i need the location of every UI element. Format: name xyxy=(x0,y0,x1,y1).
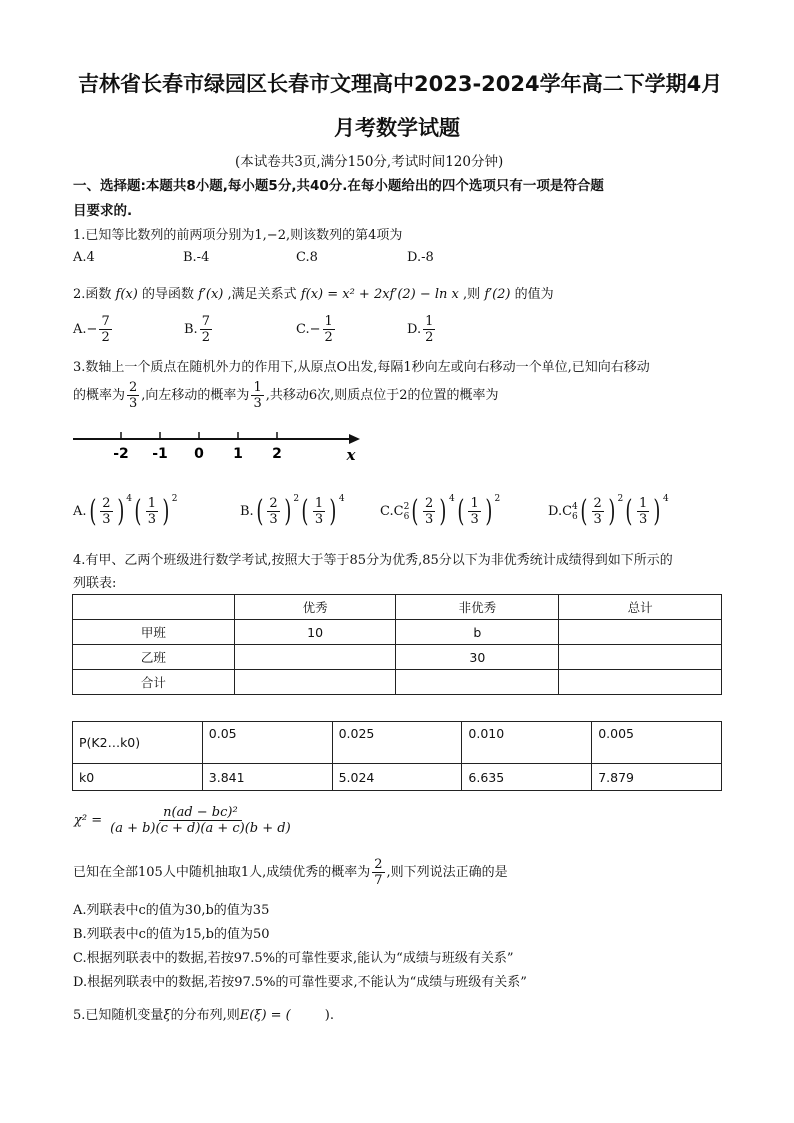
exponent: 4 xyxy=(662,494,669,504)
q2-option-a-label: A. xyxy=(73,322,87,337)
combination-indices xyxy=(572,502,578,522)
q3-line2-b: ,向左移动的概率为 xyxy=(141,388,250,403)
q2-option-b-num: 7 xyxy=(201,314,210,329)
table-cell: k0 xyxy=(73,764,203,791)
frac-num: 2 xyxy=(425,496,434,511)
table-cell: 合计 xyxy=(73,670,235,695)
frac-one-third xyxy=(146,496,158,527)
q3-p-left-num: 1 xyxy=(253,380,262,395)
table-row xyxy=(73,722,722,764)
table-cell xyxy=(234,645,396,670)
frac-one-third xyxy=(468,496,480,527)
q1-option-d: D.-8 xyxy=(407,250,434,265)
table-cell: 10 xyxy=(234,620,396,645)
q2-stem-c: ,满足关系式 xyxy=(227,287,297,302)
frac-den: 3 xyxy=(269,512,278,527)
q3-option-c: C. C 2 6 ( $\frac{2}{3}$ ) 4 ( $\frac{1}{3}$ ) 2 xyxy=(380,494,501,529)
q3-line2 xyxy=(73,380,499,411)
comb-sup: 2 xyxy=(403,501,410,512)
q3-option-b-label: B. xyxy=(240,504,254,519)
q4-option-c: C.根据列联表中的数据,若按97.5%的可靠性要求,能认为“成绩与班级有关系” xyxy=(73,951,514,966)
table-row xyxy=(73,620,722,645)
table-cell xyxy=(234,670,396,695)
comb-sub: 6 xyxy=(403,511,410,522)
frac-num: 1 xyxy=(147,496,156,511)
formula-denominator: (a + b)(c + d)(a + c)(b + d) xyxy=(110,821,291,836)
comb-sup: 4 xyxy=(572,501,578,512)
q2-option-c-den: 2 xyxy=(324,330,333,345)
q4-cond-num: 2 xyxy=(374,857,383,872)
q3-line2-c: ,共移动6次,则质点位于2的位置的概率为 xyxy=(265,388,499,403)
q5-stem xyxy=(73,1004,334,1023)
q2-stem-d: ,则 xyxy=(463,287,481,302)
q3-p-right xyxy=(127,380,139,411)
table-cell: 0.005 xyxy=(592,722,722,764)
q2-option-a-num: 7 xyxy=(101,314,110,329)
number-line-arrow xyxy=(349,434,360,444)
frac-den: 3 xyxy=(470,512,479,527)
table-cell: 非优秀 xyxy=(396,595,559,620)
exam-subtitle: (本试卷共3页,满分150分,考试时间120分钟) xyxy=(235,154,504,170)
q2-option-b-label: B. xyxy=(184,322,198,337)
formula-numerator: n(ad − bc)² xyxy=(159,805,242,821)
table-cell: P(K2…k0) xyxy=(73,722,203,764)
table-cell: 3.841 xyxy=(202,764,332,791)
table-row xyxy=(73,764,722,791)
q2-option-b xyxy=(184,314,214,345)
combination-indices xyxy=(404,502,410,522)
q5-stem-c: ). xyxy=(324,1008,334,1023)
contingency-table xyxy=(72,594,722,695)
q3-option-a: A. ( $\frac{2}{3}$ ) 4 ( $\frac{1}{3}$ ) 2 xyxy=(73,494,178,529)
q4-condition-a: 已知在全部105人中随机抽取1人,成绩优秀的概率为 xyxy=(73,865,371,880)
q2-equation: f(x) = x² + 2xf′(2) − ln x xyxy=(300,287,459,302)
table-cell xyxy=(559,670,722,695)
q4-option-a: A.列联表中c的值为30,b的值为35 xyxy=(73,903,270,918)
table-row xyxy=(73,670,722,695)
table-cell xyxy=(396,670,559,695)
tick-label: -2 xyxy=(113,446,129,462)
q3-line2-a: 的概率为 xyxy=(73,388,126,403)
table-cell xyxy=(73,595,235,620)
q2-option-c-frac xyxy=(323,314,335,345)
table-row xyxy=(73,645,722,670)
q3-option-c-label: C. xyxy=(380,504,394,519)
q1-option-a: A.4 xyxy=(73,250,95,265)
exponent: 2 xyxy=(293,494,300,504)
tick-label: -1 xyxy=(152,446,168,462)
q2-option-a xyxy=(73,314,114,345)
q2-fp2: f′(2) xyxy=(484,287,511,302)
table-header-row xyxy=(73,595,722,620)
q2-option-d-frac xyxy=(423,314,435,345)
frac-num: 2 xyxy=(593,496,602,511)
q1-option-c: C.8 xyxy=(296,250,318,265)
table-cell: 0.025 xyxy=(332,722,462,764)
q4-line1: 4.有甲、乙两个班级进行数学考试,按照大于等于85分为优秀,85分以下为非优秀统计成绩得到如下所示的 xyxy=(73,553,673,568)
axis-variable-label: x xyxy=(346,446,356,464)
number-line-figure xyxy=(70,426,370,466)
frac-den: 3 xyxy=(102,512,111,527)
table-cell xyxy=(559,620,722,645)
q2-option-b-den: 2 xyxy=(201,330,210,345)
frac-den: 3 xyxy=(314,512,324,527)
frac-den: 3 xyxy=(425,512,434,527)
frac-two-thirds xyxy=(100,496,112,527)
q3-p-right-num: 2 xyxy=(129,380,138,395)
frac-den: 3 xyxy=(593,512,602,527)
exam-title-line2: 月考数学试题 xyxy=(334,116,460,140)
q2-stem-a: 2.函数 xyxy=(73,287,112,302)
q2-stem xyxy=(73,283,554,302)
q5-xi: ξ xyxy=(163,1008,171,1023)
q2-option-a-sign: − xyxy=(86,322,98,337)
q5-stem-a: 5.已知随机变量 xyxy=(73,1008,164,1023)
q2-option-d xyxy=(407,314,437,345)
frac-num: 1 xyxy=(470,496,479,511)
q2-fx: f(x) xyxy=(115,287,138,302)
tick-label: 0 xyxy=(194,446,204,462)
section-header-line1: 一、选择题:本题共8小题,每小题5分,共40分.在每小题给出的四个选项只有一项是符合题 xyxy=(73,178,604,194)
frac-one-third xyxy=(637,496,649,527)
q2-option-b-frac xyxy=(200,314,212,345)
frac-one-third xyxy=(313,496,325,527)
frac-num: 1 xyxy=(638,496,648,511)
frac-den: 3 xyxy=(147,512,156,527)
q4-line2: 列联表: xyxy=(73,576,117,591)
combination-symbol: C xyxy=(562,504,573,519)
q2-option-d-label: D. xyxy=(407,322,422,337)
q3-option-d-label: D. xyxy=(548,504,563,519)
table-cell: 6.635 xyxy=(462,764,592,791)
q3-p-right-den: 3 xyxy=(129,396,138,411)
table-cell: 总计 xyxy=(559,595,722,620)
q2-option-c-label: C. xyxy=(296,322,310,337)
table-cell: 7.879 xyxy=(592,764,722,791)
table-cell: 甲班 xyxy=(73,620,235,645)
q5-expectation: E(ξ) = ( xyxy=(239,1008,291,1023)
exponent: 2 xyxy=(494,494,501,504)
q3-p-left xyxy=(251,380,263,411)
q2-option-d-den: 2 xyxy=(425,330,434,345)
q3-line1: 3.数轴上一个质点在随机外力的作用下,从原点O出发,每隔1秒向左或向右移动一个单位,已知向右移动 xyxy=(73,360,650,375)
q1-stem: 1.已知等比数列的前两项分别为1,−2,则该数列的第4项为 xyxy=(73,228,403,243)
q2-option-a-frac xyxy=(99,314,111,345)
table-cell: 30 xyxy=(396,645,559,670)
comb-sub: 6 xyxy=(572,511,578,522)
q3-option-d: D. C 4 6 ( $\frac{2}{3}$ ) 2 ( $\frac{1}{3}$ ) 4 xyxy=(548,494,669,529)
q5-stem-b: 的分布列,则 xyxy=(170,1008,240,1023)
table-cell: 优秀 xyxy=(234,595,396,620)
frac-two-thirds xyxy=(267,496,279,527)
section-header-line2: 目要求的. xyxy=(73,203,133,219)
frac-den: 3 xyxy=(638,512,648,527)
frac-two-thirds xyxy=(423,496,435,527)
q1-option-b: B.-4 xyxy=(183,250,210,265)
q2-option-c-sign: − xyxy=(309,322,321,337)
exponent: 4 xyxy=(449,494,455,504)
frac-num: 1 xyxy=(314,496,324,511)
q2-stem-b: 的导函数 xyxy=(141,287,194,302)
critical-value-table xyxy=(72,721,722,791)
chi-square-formula xyxy=(74,805,295,836)
combination-symbol: C xyxy=(393,504,404,519)
tick-label: 2 xyxy=(272,446,282,462)
formula-lhs: χ² = xyxy=(74,813,103,828)
frac-num: 2 xyxy=(102,496,111,511)
exponent: 2 xyxy=(171,494,178,504)
q3-option-a-label: A. xyxy=(73,504,87,519)
q4-condition-b: ,则下列说法正确的是 xyxy=(386,865,508,880)
q2-stem-e: 的值为 xyxy=(514,287,554,302)
table-cell: 5.024 xyxy=(332,764,462,791)
frac-two-thirds xyxy=(592,496,604,527)
q2-option-c-num: 1 xyxy=(324,314,333,329)
q4-option-b: B.列联表中c的值为15,b的值为50 xyxy=(73,927,270,942)
q2-option-a-den: 2 xyxy=(101,330,110,345)
table-cell: 0.010 xyxy=(462,722,592,764)
table-cell xyxy=(559,645,722,670)
exam-title-line1: 吉林省长春市绿园区长春市文理高中2023-2024学年高二下学期4月 xyxy=(78,72,723,96)
exponent: 2 xyxy=(617,494,624,504)
q2-option-d-num: 1 xyxy=(425,314,434,329)
tick-label: 1 xyxy=(233,446,243,462)
formula-fraction xyxy=(108,805,293,836)
frac-num: 2 xyxy=(269,496,278,511)
exponent: 4 xyxy=(126,494,132,504)
q4-cond-frac xyxy=(372,857,384,888)
q2-fpx: f′(x) xyxy=(198,287,224,302)
exponent: 4 xyxy=(338,494,345,504)
q4-condition xyxy=(73,857,508,888)
q3-p-left-den: 3 xyxy=(253,396,262,411)
q2-option-c xyxy=(296,314,337,345)
q4-option-d: D.根据列联表中的数据,若按97.5%的可靠性要求,不能认为“成绩与班级有关系” xyxy=(73,975,527,990)
table-cell: 0.05 xyxy=(202,722,332,764)
table-cell: b xyxy=(396,620,559,645)
q4-cond-den: 7 xyxy=(374,873,383,888)
table-cell: 乙班 xyxy=(73,645,235,670)
q3-option-b: B. ( $\frac{2}{3}$ ) 2 ( $\frac{1}{3}$ ) 4 xyxy=(240,494,345,529)
